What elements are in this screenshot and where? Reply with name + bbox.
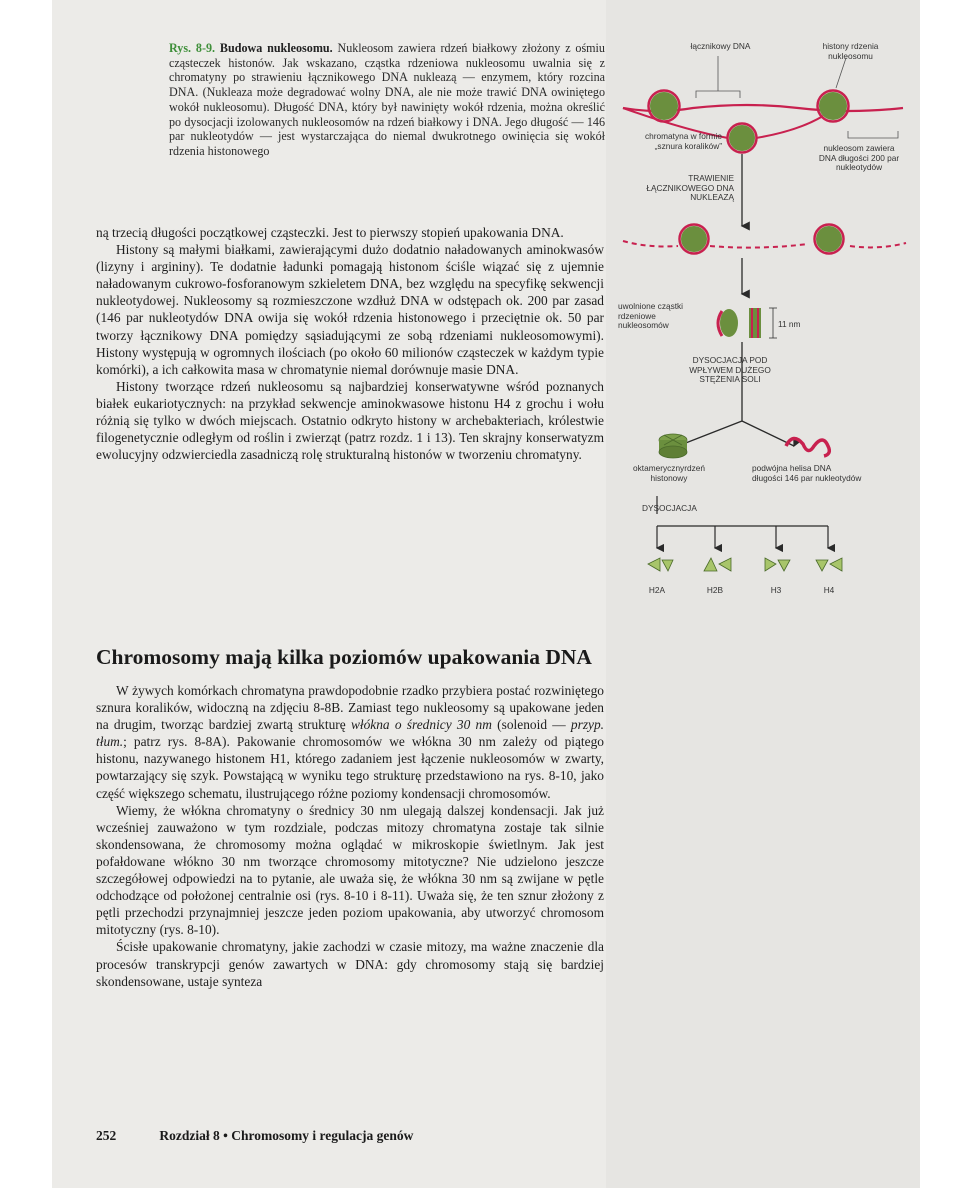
- body-text-bottom: [96, 682, 604, 990]
- nucleosome-core: [650, 92, 678, 120]
- histone-h3: [765, 558, 790, 571]
- paragraph: Histony są małymi białkami, zawierającymi dużo dodatnio naładowanych aminokwasów (lizyny i argininy). Te dodatnie ładunki pomagają histonom ściśle wiązać się z ujemnie naładowanym cukrowo-fosforanowym szkieletem DNA, bez względu na specyfikę sekwencji nukleotydowej. Nukleosomy są rozmieszczone wzdłuż DNA w odstępach ok. 200 par zasad (146 par nukleotydów DNA owija się wokół rdzenia histonowego i przeciętnie ok. 50 par tworzy łącznikowy DNA pomiędzy sąsiadującymi ze sobą rdzeniami nukleosomowymi). Histony występują w ogromnych ilościach (po około 60 milionów cząsteczek w każdym typie komórki), a ich całkowita masa w chromatynie niemal dorównuje masie DNA.: [96, 242, 604, 377]
- nucleosome-core: [819, 92, 847, 120]
- text-run: ; patrz rys. 8-8A). Pakowanie chromosomów we włókna 30 nm zależy od piątego histonu, nazywanego histonem H1, którego zadaniem jest łączenie nukleosomów w zwarty, powtarzający się szyk. Powstającą w wyniku tego strukturę przedstawiono na rys. 8-10, jako część większego schematu, ilustrującego różne poziomy kondensacji chromosomów.: [96, 734, 604, 801]
- page-number: 252: [96, 1128, 117, 1143]
- emphasis: włókna o średnicy 30 nm: [350, 717, 492, 733]
- page-footer: [96, 1128, 413, 1144]
- histone-h4: [816, 558, 842, 571]
- label-core-histones: histony rdzenia nukleosomu: [822, 41, 879, 61]
- running-title: Rozdział 8 • Chromosomy i regulacja genów: [159, 1128, 414, 1143]
- paragraph: Ścisłe upakowanie chromatyny, jakie zachodzi w czasie mitozy, ma ważne znaczenie dla procesów transkrypcji genów zawartych w DNA: gdy chromosomy stają się bardziej skondensowane, ustaje synteza: [96, 939, 604, 989]
- emphasis: przyp. tłum.: [96, 717, 605, 750]
- nucleosome-core: [729, 125, 755, 151]
- digested-chromatin: [623, 225, 906, 254]
- label-h3: H3: [770, 585, 782, 595]
- label-h2a: H2A: [648, 585, 666, 595]
- label-digest-step: TRAWIENIE ŁĄCZNIKOWEGO DNA NUKLEAZĄ: [646, 173, 734, 203]
- label-double-helix: podwójna helisa DNA długości 146 par nukleotydów: [752, 463, 862, 483]
- paragraph: Wiemy, że włókna chromatyny o średnicy 30 nm ulegają dalszej kondensacji. Jak już wcześniej zauważono w tym rozdziale, podczas mitozy chromatyna zostaje tak silnie skondensowana, że chromosomy można oglądać w mikroskopie świetlnym. Jak jest pofałdowane włókno 30 nm tworzące chromosomy mitotyczne? Nie udzielono jeszcze szczegółowej odpowiedzi na to pytanie, ale uważa się, że włókna 30 nm są zwijane w pętle odchodzące od położonej centralnie osi (rys. 8-10 i 8-11). Uważa się, że ten sznur złożony z pętli przechodzi przynajmniej jeszcze jeden poziom upakowania, aby utworzyć chromosom mitotyczny (rys. 8-10).: [96, 802, 604, 938]
- figure-title: Budowa nukleosomu.: [219, 41, 333, 55]
- label-h2b: H2B: [706, 585, 724, 595]
- label-salt-step: DYSOCJACJA POD WPŁYWEM DUŻEGO STĘŻENIA SOLI: [689, 355, 771, 385]
- label-beads-on-string: chromatyna w formie „sznura koralików”: [644, 131, 722, 151]
- label-released-particles: uwolnione cząstki rdzeniowe nukleosomów: [618, 301, 684, 331]
- section-heading: Chromosomy mają kilka poziomów upakowania DNA: [96, 645, 592, 669]
- paragraph: [96, 682, 604, 802]
- label-linker-dna: łącznikowy DNA: [690, 41, 751, 51]
- figure-caption: [169, 41, 605, 159]
- octamer-core: [659, 434, 687, 458]
- label-dissociation: DYSOCJACJA: [642, 503, 697, 513]
- paragraph: Histony tworzące rdzeń nukleosomu są najbardziej konserwatywne wśród poznanych białek eukariotycznych: na przykład sekwencje aminokwasowe histonu H4 z grochu i wołu różnią się tylko w dwóch miejscach. Ostatnio odkryto histony w archebakteriach, królestwie filogenetycznie odległym od roślin i zwierząt (patrz rozdz. 1 i 13). Ten skrajny konserwatyzm ewolucyjny odzwierciedla zasadniczą rolę strukturalną histonów w tworzeniu chromatyny.: [96, 378, 604, 463]
- histone-h2a: [648, 558, 673, 571]
- histone-h2b: [704, 558, 731, 571]
- nucleosome-diagram: [618, 36, 908, 606]
- figure-number: Rys. 8-9.: [169, 41, 216, 55]
- paragraph: ną trzecią długości początkowej cząsteczki. Jest to pierwszy stopień upakowania DNA.: [96, 225, 564, 240]
- label-h4: H4: [823, 585, 835, 595]
- text-run: W żywych komórkach chromatyna prawdopodobnie rzadko przybiera postać rozwiniętego sznura koralików, widoczną na zdjęciu 8-8B. Zamiast tego nukleosomy są upakowane jeden na drugim, tworząc bardziej zwartą strukturę: [96, 683, 604, 733]
- label-nucleosome-note: nukleosom zawiera DNA długości 200 par nukleotydów: [818, 143, 900, 173]
- dna-double-helix: [786, 438, 829, 456]
- released-core-particles: [718, 308, 777, 338]
- text-run: (solenoid —: [491, 717, 571, 733]
- body-text-top: [96, 224, 604, 463]
- label-octamer: oktamerycznyrdzeń histonowy: [633, 463, 705, 483]
- caption-text: Nukleosom zawiera rdzeń białkowy złożony z ośmiu cząsteczek histonów. Jak wskazano, cząstka rdzeniowa nukleosomu uwalnia się z chromatyny po strawieniu łącznikowego DNA nukleazą — enzymem, który rozcina DNA. (Nukleaza może degradować wolny DNA, ale nie może trawić DNA owiniętego wokół nukleosomu). Długość DNA, który był nawinięty wokół rdzenia, można określić po dysocjacji izolowanych nukleosomów na rdzeń białkowy i DNA. Jego długość — 146 par nukleotydów — jest wystarczająca do niemal dwukrotnego owinięcia się wokół rdzenia histonowego: [169, 41, 605, 158]
- label-size: 11 nm: [778, 319, 801, 329]
